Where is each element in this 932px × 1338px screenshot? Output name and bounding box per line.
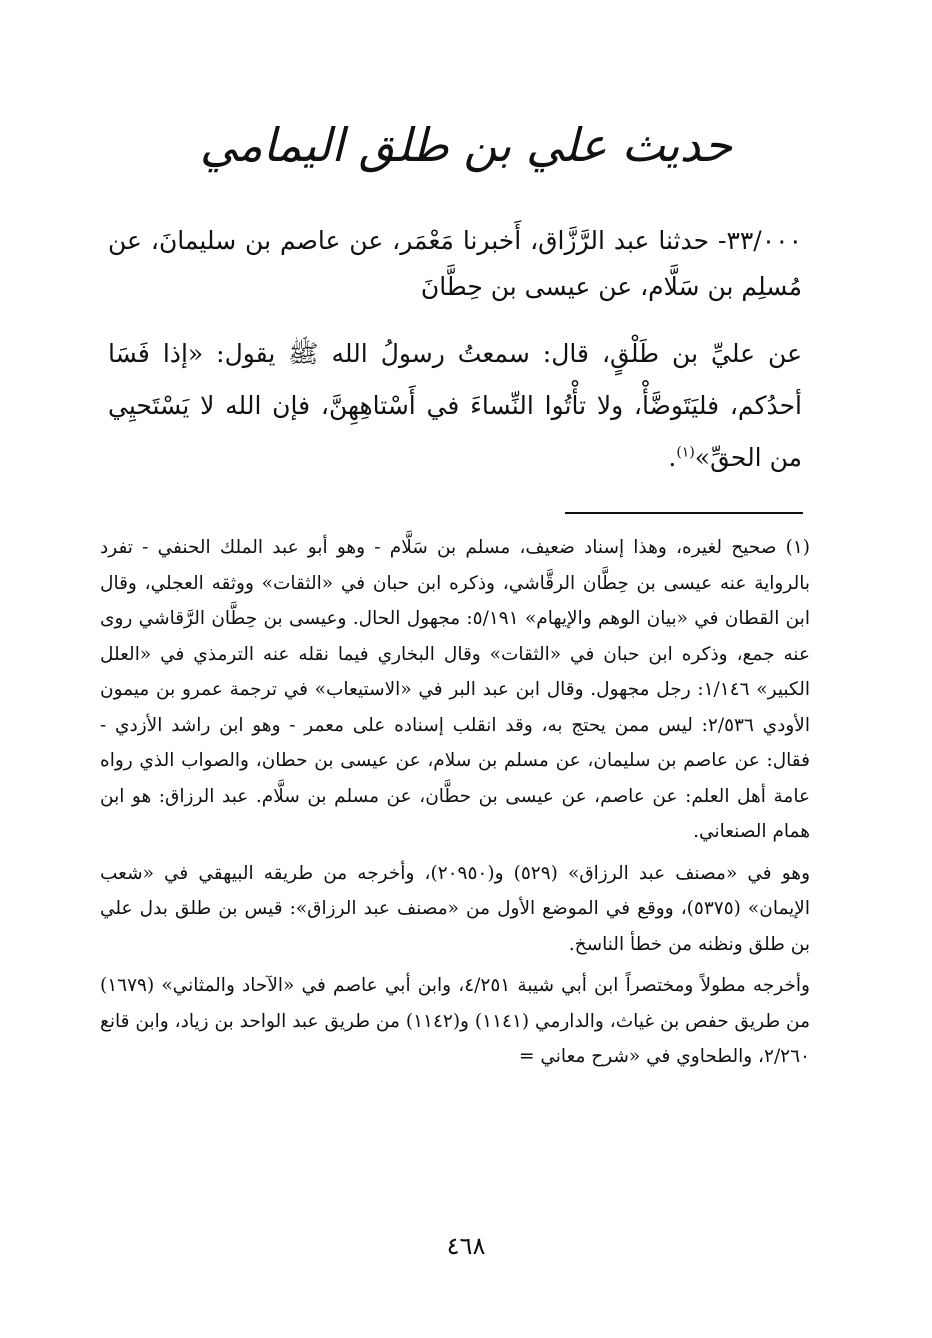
isnad-paragraph: ٣٣/٠٠٠- حدثنا عبد الرَّزَّاق، أَخبرنا مَعْمَر، عن عاصم بن سليمانَ، عن مُسلِم بن سَلَّام، عن عيسى بن حِطَّانَ [108,226,802,301]
footnotes [100,530,810,1075]
main-text [108,218,802,484]
footnote-marker: (١) [676,444,695,461]
hadith-paragraph [108,328,802,484]
footnote-paragraph-2: وهو في «مصنف عبد الرزاق» (٥٢٩) و(٢٠٩٥٠)، وأخرجه من طريقه البيهقي في «شعب الإيمان» (٥٣٧٥)، ووقع في الموضع الأول من «مصنف عبد الرزاق»: قيس بن طلق بدل علي بن طلق ونظنه من خطأ الناسخ. [100,862,811,955]
chapter-title: حديث علي بن طلق اليمامي [199,118,733,172]
footnote-paragraph-3: وأخرجه مطولاً ومختصراً ابن أبي شيبة ٤/٢٥١، وابن أبي عاصم في «الآحاد والمثاني» (١٦٧٩) من طريق حفص بن غياث، والدارمي (١١٤١) و(١١٤٢) من طريق عبد الواحد بن زياد، وابن قانع ٢/٢٦٠، والطحاوي في «شرح معاني = [100,975,810,1067]
footnote-paragraph-1: (١) صحيح لغيره، وهذا إسناد ضعيف، مسلم بن سَلَّام - وهو أبو عبد الملك الحنفي - تفرد بالرواية عنه عيسى بن حِطَّان الرقَّاشي، وذكره ابن حبان في «الثقات» ووثقه العجلي، وقال ابن القطان في «بيان الوهم والإيهام» ٥/١٩١: مجهول الحال. وعيسى بن حِطَّان الرَّقاشي روى عنه جمع، وذكره ابن حبان في «الثقات» وقال البخاري فيما نقله عنه الترمذي في «العلل الكبير» ١/١٤٦: رجل مجهول. وقال ابن عبد البر في «الاستيعاب» في ترجمة عمرو بن ميمون الأودي ٢/٥٣٦: ليس ممن يحتج به، وقد انقلب إسناده على معمر - وهو ابن راشد الأزدي - فقال: عن عاصم بن سليمان، عن مسلم بن سلام، عن عيسى بن حطان، والصواب الذي رواه عامة أهل العلم: عن عاصم، عن عيسى بن حطَّان، عن مسلم بن سلَّام. عبد الرزاق: هو ابن همام الصنعاني. [100,537,811,842]
page-number: ٤٦٨ [446,1232,486,1260]
hadith-end: . [668,443,677,472]
hadith-text: عن عليِّ بن طَلْقٍ، قال: سمعتُ رسولُ الله ﷺ يقول: «إذا فَسَا أحدُكم، فليَتَوضَّأْ، ولا تأْتُوا النِّساءَ في أَسْتاهِهِنَّ، فإن الله لا يَسْتَحيِي من الحقِّ» [108,339,802,472]
footnote-divider [565,512,803,514]
